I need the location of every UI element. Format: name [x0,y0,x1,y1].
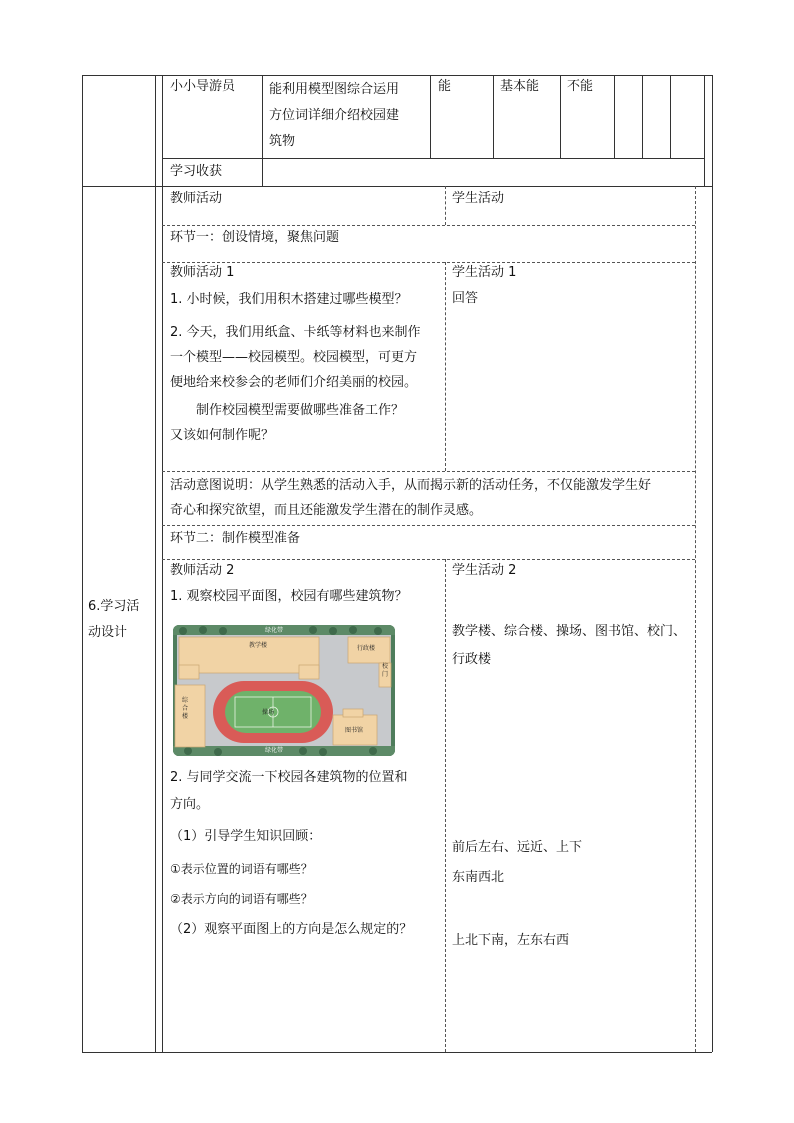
stage2-title: 环节二：制作模型准备 [170,531,301,546]
campus-map-image [173,625,395,756]
teacher-activity-header: 教师活动 [170,191,223,206]
student-activity-2-heading: 学生活动 2 [452,563,517,578]
intent-line: 活动意图说明：从学生熟悉的活动入手，从而揭示新的活动任务，不仅能激发学生好 [170,478,652,493]
student-activity-1-answer: 回答 [452,291,479,306]
teacher-activity-1-content [170,287,442,448]
question-observe-map: 1. 观察校园平面图，校园有哪些建筑物？ [170,589,408,604]
level-can: 能 [438,79,452,94]
activity-intent [170,473,693,523]
rating-item-learning-gain: 学习收获 [170,164,223,179]
student-answer-map-orientation: 上北下南，左东右西 [452,933,570,948]
map-label-library: 图书馆 [345,727,364,734]
level-basically-can: 基本能 [500,79,540,94]
intent-line: 奇心和探究欲望，而且还能激发学生潜在的制作灵感。 [170,503,483,518]
student-answer-buildings [452,618,694,674]
student-answer-direction-words: 东南西北 [452,870,505,885]
student-answer-position-words: 前后左右、远近、上下 [452,840,583,855]
criterion-line: 筑物 [269,134,296,149]
map-label-teaching-building: 教学楼 [249,642,268,649]
question-line: 方向。 [170,797,210,812]
answer-line: 行政楼 [452,652,492,667]
sub-question-review: （1）引导学生知识回顾： [170,829,322,844]
answer-line: 教学楼、综合楼、操场、图书馆、校门、 [452,624,687,639]
map-label-playground: 操场 [262,709,275,716]
teacher-item: 2. 今天，我们用纸盒、卡纸等材料也来制作 [170,325,421,340]
map-label-bottom-green-band: 绿化带 [265,747,284,754]
map-label-school-gate: 校门 [382,663,389,678]
rating-criterion [269,77,399,155]
student-activity-1-heading: 学生活动 1 [452,265,517,280]
question-line: 2. 与同学交流一下校园各建筑物的位置和 [170,770,408,785]
teacher-activity-1-heading: 教师活动 1 [170,265,235,280]
criterion-line: 能利用模型图综合运用 [269,82,400,97]
map-label-top-green-band: 绿化带 [265,627,284,634]
rating-item-tour-guide: 小小导游员 [170,79,236,94]
section-label-line: 动设计 [88,625,128,640]
sub-question-map-orientation: （2）观察平面图上的方向是怎么规定的？ [170,922,413,937]
sub-question-position-words: ①表示位置的词语有哪些？ [170,862,313,876]
teacher-activity-2-heading: 教师活动 2 [170,563,235,578]
map-label-admin-building: 行政楼 [357,645,376,652]
sub-question-direction-words: ②表示方向的词语有哪些？ [170,892,313,906]
section-label-line: 6.学习活 [88,599,140,614]
criterion-line: 方位词详细介绍校园建 [269,108,400,123]
teacher-item: 制作校园模型需要做哪些准备工作？ [170,403,405,418]
level-cannot: 不能 [567,79,594,94]
teacher-item: 一个模型——校园模型。校园模型，可更方 [170,350,418,365]
teacher-item: 1. 小时候，我们用积木搭建过哪些模型？ [170,292,408,307]
teacher-item: 又该如何制作呢？ [170,428,275,443]
stage1-title: 环节一：创设情境，聚焦问题 [170,230,340,245]
student-activity-header: 学生活动 [452,191,505,206]
question-exchange-directions [170,764,442,818]
map-label-complex-building: 综合楼 [182,697,189,720]
section-label [88,594,139,646]
teacher-item: 便地给来校参会的老师们介绍美丽的校园。 [170,375,418,390]
